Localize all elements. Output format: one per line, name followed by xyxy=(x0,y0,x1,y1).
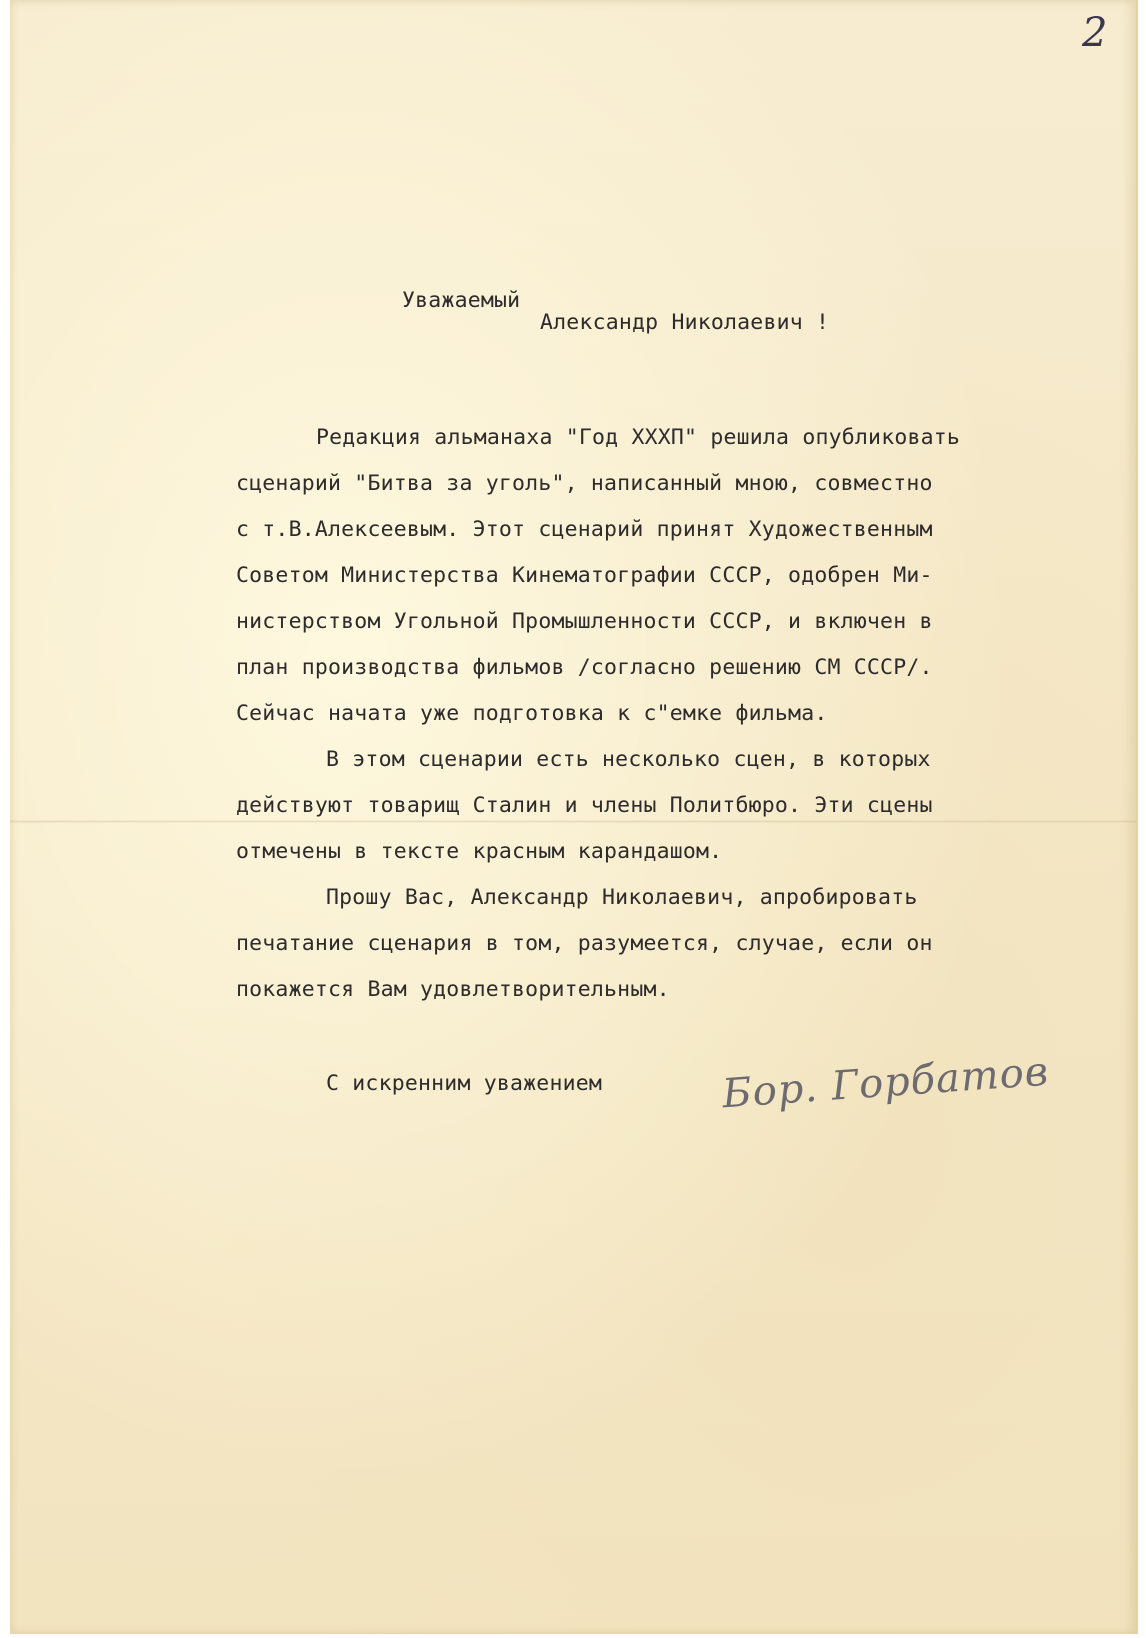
salutation-line-2: Александр Николаевич ! xyxy=(540,310,830,335)
body-line-11: Прошу Вас, Александр Николаевич, апробировать xyxy=(326,885,918,910)
handwritten-signature: Бор. Горбатов xyxy=(720,1048,1051,1118)
body-line-6: план производства фильмов /согласно решению СМ СССР/. xyxy=(236,655,933,680)
body-line-3: с т.В.Алексеевым. Этот сценарий принят Художественным xyxy=(236,517,933,542)
body-line-8: В этом сценарии есть несколько сцен, в которых xyxy=(326,747,931,772)
salutation-line-1: Уважаемый xyxy=(402,288,521,313)
body-line-10: отмечены в тексте красным карандашом. xyxy=(236,839,723,864)
body-line-4: Советом Министерства Кинематографии СССР, одобрен Ми- xyxy=(236,563,933,588)
paper-fold-line xyxy=(10,820,1136,823)
body-line-2: сценарий "Битва за уголь", написанный мною, совместно xyxy=(236,471,933,496)
letter-page xyxy=(10,0,1138,1634)
body-line-12: печатание сценария в том, разумеется, случае, если он xyxy=(236,931,933,956)
body-line-1: Редакция альманаха "Год XXXП" решила опубликовать xyxy=(316,425,961,450)
body-line-7: Сейчас начата уже подготовка к с"емке фильма. xyxy=(236,701,828,726)
body-line-13: покажется Вам удовлетворительным. xyxy=(236,977,670,1002)
body-line-5: нистерством Угольной Промышленности СССР, и включен в xyxy=(236,609,933,634)
body-line-9: действуют товарищ Сталин и члены Политбюро. Эти сцены xyxy=(236,793,933,818)
page-number: 2 xyxy=(1082,10,1108,56)
closing-line: С искренним уважением xyxy=(326,1071,603,1096)
